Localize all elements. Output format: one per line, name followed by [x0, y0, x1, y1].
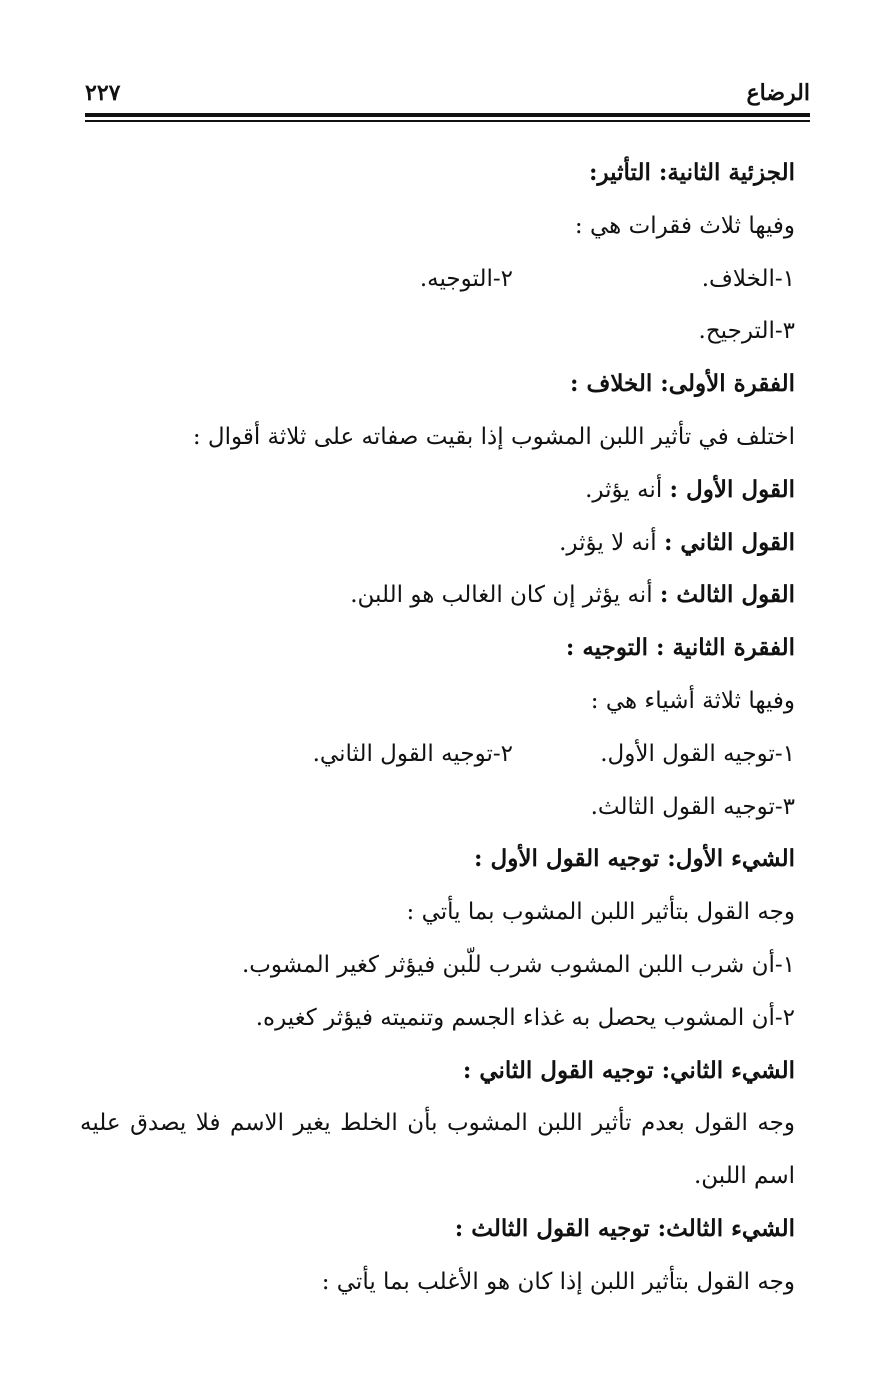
opinion-label: القول الأول : [669, 475, 795, 503]
header-rule-thin [85, 120, 810, 122]
opinion-label: القول الثاني : [663, 528, 795, 556]
subsection-heading: الشيء الثالث: توجيه القول الثالث : [454, 1214, 795, 1242]
list-item: ٣-توجيه القول الثالث. [590, 793, 795, 820]
section-heading: الجزئية الثانية: التأثير: [588, 159, 795, 186]
opinion-text: أنه يؤثر. [585, 476, 670, 503]
opinion-line [80, 517, 795, 570]
paragraph-line: وجه القول بعدم تأثير اللبن المشوب بأن الخلط يغير الاسم فلا يصدق عليه [80, 1110, 795, 1137]
list-item: ١-توجيه القول الأول. [600, 740, 795, 767]
opinion-text: أنه يؤثر إن كان الغالب هو اللبن. [350, 582, 660, 609]
list-item: ١-أن شرب اللبن المشوب شرب للّبن فيؤثر كغير المشوب. [241, 951, 795, 978]
subsection-heading: الفقرة الأولى: الخلاف : [569, 370, 795, 398]
subsection-heading: الشيء الأول: توجيه القول الأول : [474, 845, 795, 873]
list-item: ٢-التوجيه. [419, 265, 513, 292]
list-pair [80, 728, 795, 781]
opinion-line [80, 569, 795, 622]
opinion-line [80, 464, 795, 517]
list-item: ٢-أن المشوب يحصل به غذاء الجسم وتنميته فيؤثر كغيره. [255, 1004, 795, 1031]
list-item: ٣-الترجيح. [698, 318, 795, 345]
paragraph-line: وجه القول بتأثير اللبن المشوب بما يأتي : [406, 899, 795, 926]
list-item: ١-الخلاف. [701, 265, 795, 292]
paragraph-line: اختلف في تأثير اللبن المشوب إذا بقيت صفاته على ثلاثة أقوال : [192, 423, 795, 450]
list-item: ٢-توجيه القول الثاني. [312, 740, 513, 767]
running-title: الرضاع [746, 80, 810, 106]
page-body [80, 147, 795, 1309]
opinion-text: أنه لا يؤثر. [559, 529, 664, 556]
paragraph-line: وفيها ثلاث فقرات هي : [574, 212, 795, 239]
list-pair [80, 253, 795, 306]
paragraph-line: اسم اللبن. [693, 1163, 795, 1190]
subsection-heading: الفقرة الثانية : التوجيه : [565, 634, 795, 662]
paragraph-line: وجه القول بتأثير اللبن إذا كان هو الأغلب بما يأتي : [321, 1268, 795, 1295]
subsection-heading: الشيء الثاني: توجيه القول الثاني : [462, 1056, 795, 1084]
opinion-label: القول الثالث : [659, 581, 795, 609]
page-number: ٢٢٧ [85, 80, 121, 106]
header-rule-thick [85, 113, 810, 117]
paragraph-line: وفيها ثلاثة أشياء هي : [590, 687, 795, 714]
